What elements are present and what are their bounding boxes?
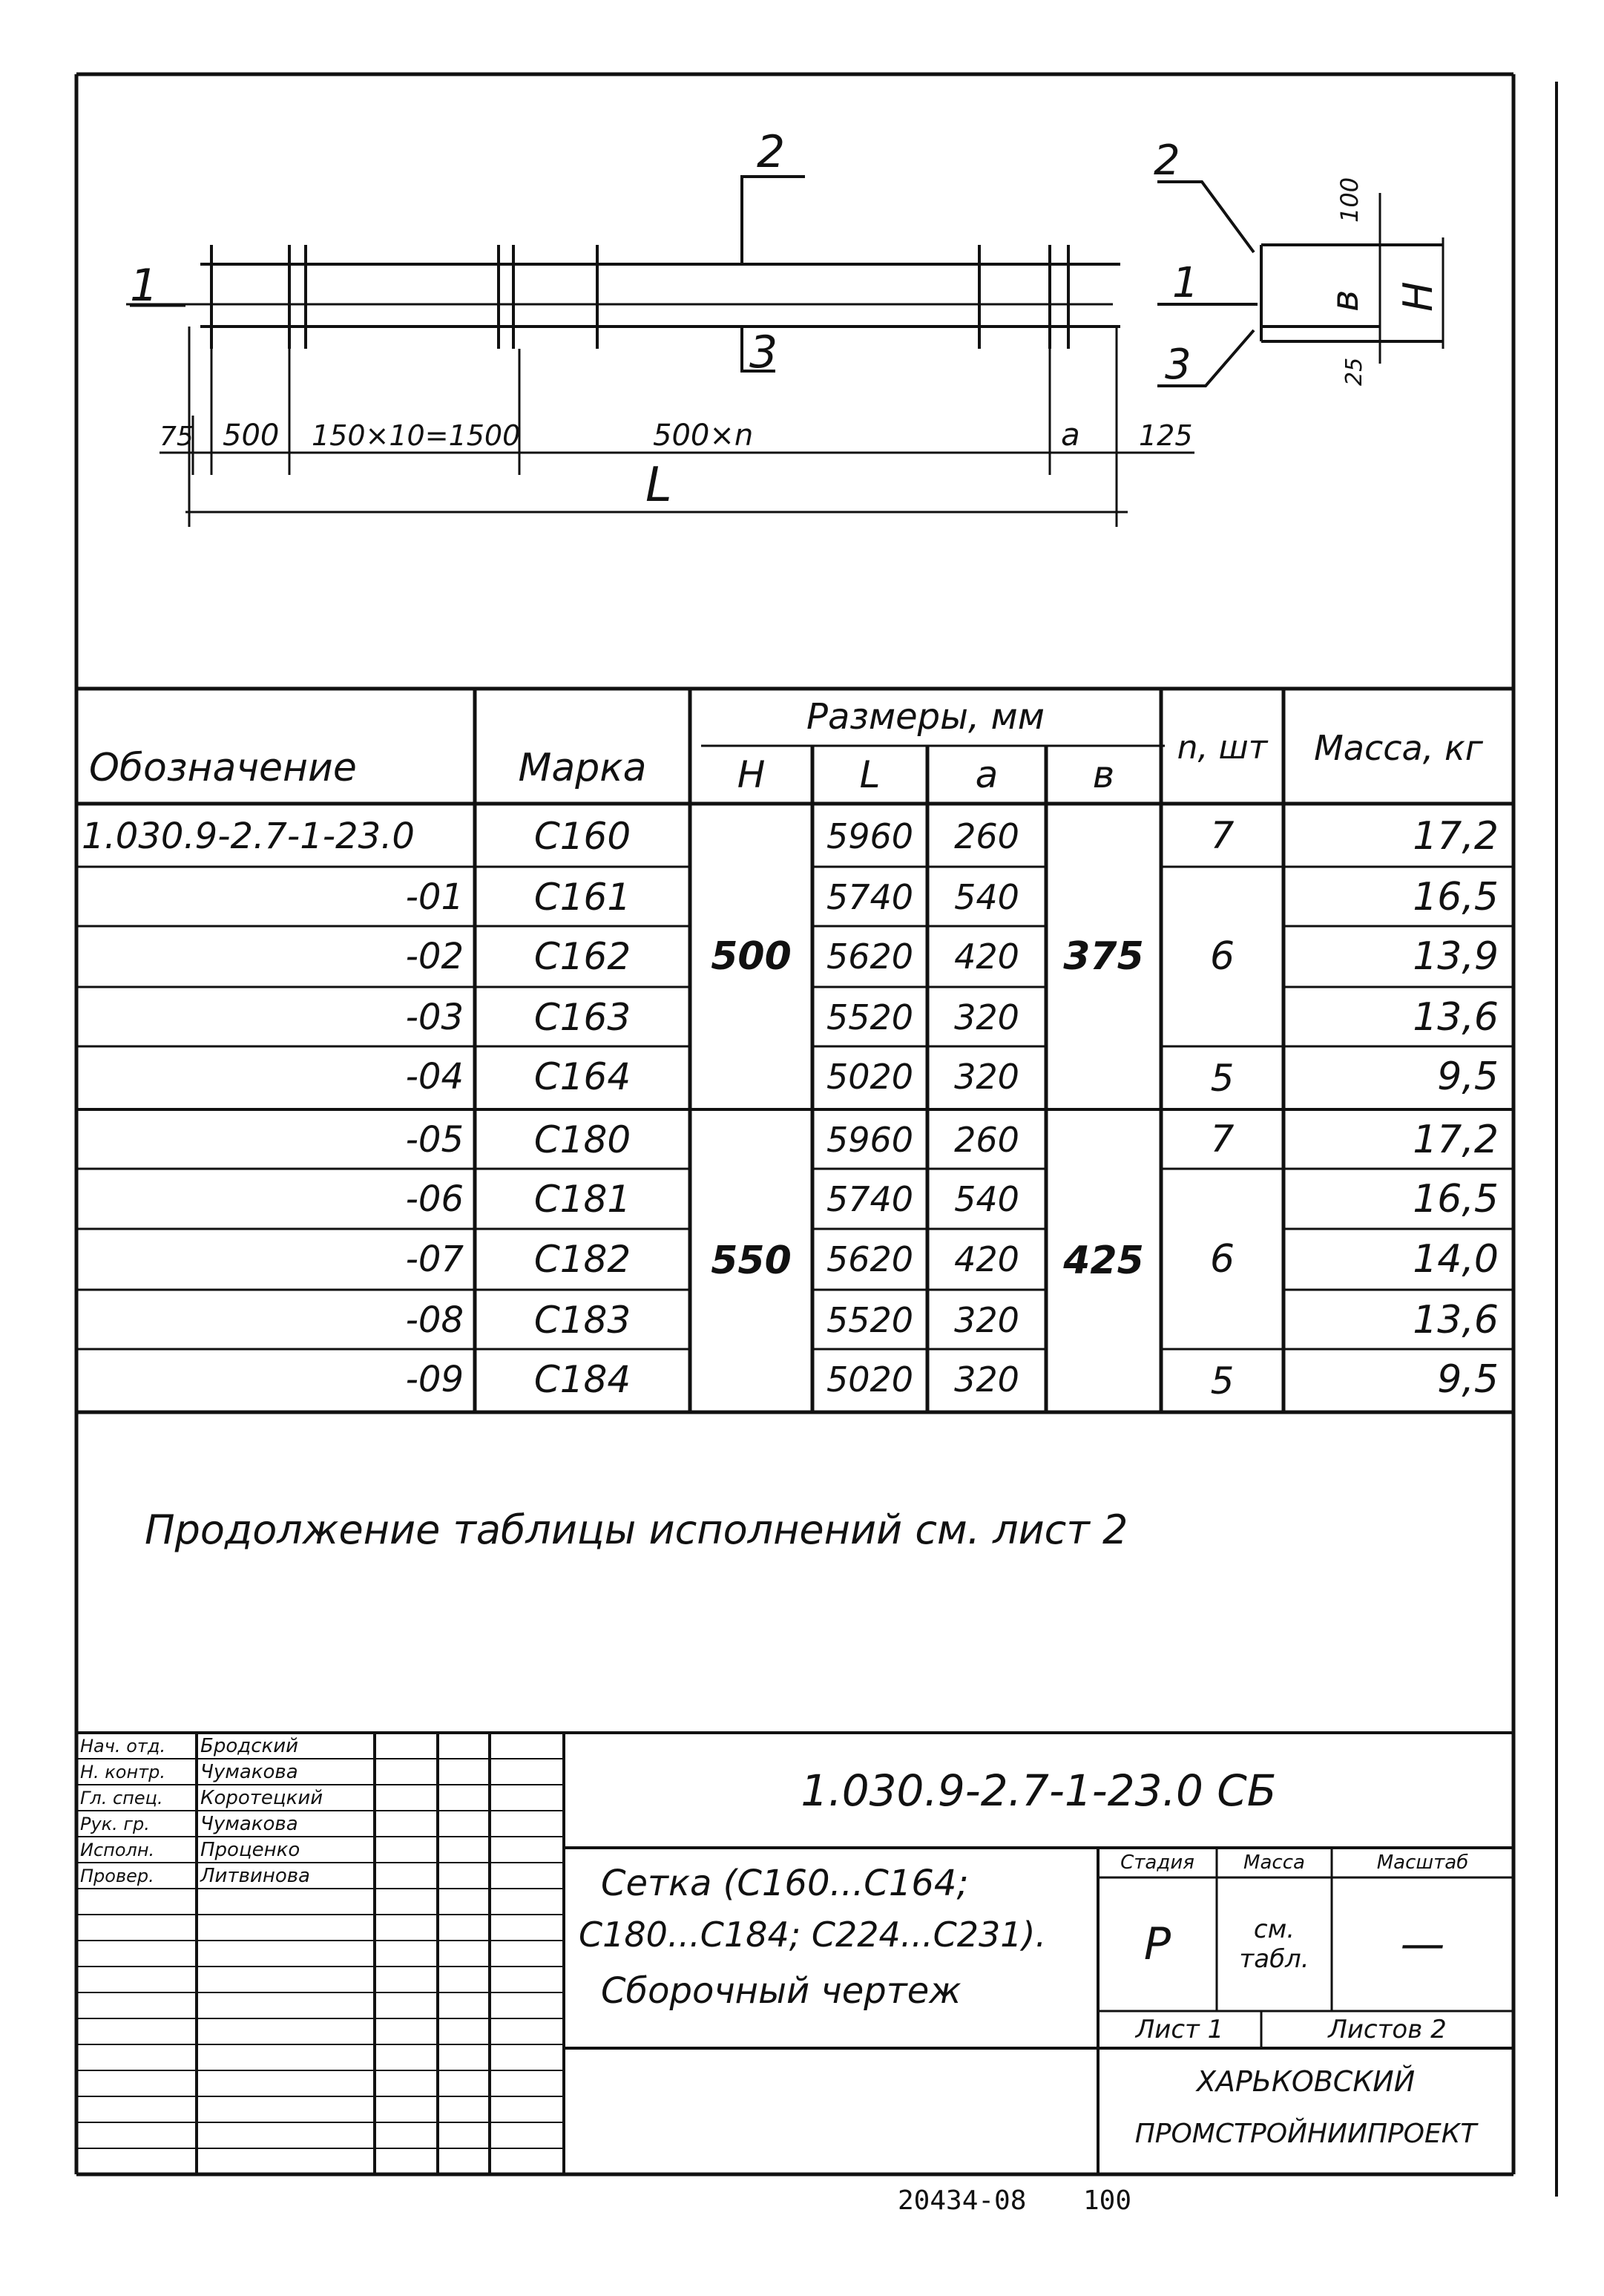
signature-role: Рук. гр. (80, 1813, 150, 1834)
side-dim-25: 25 (1341, 357, 1367, 386)
signature-name: Чумакова (200, 1760, 298, 1783)
row-L: 5740 (826, 1179, 914, 1219)
row-L: 5960 (826, 816, 914, 856)
group1-n2: 6 (1209, 934, 1235, 979)
sheet-number: Лист 1 (1135, 2015, 1224, 2044)
row-designation: -06 (405, 1178, 464, 1220)
header-designation: Обозначение (89, 746, 357, 790)
group1-H: 500 (711, 934, 792, 979)
dim-125: 125 (1139, 419, 1193, 452)
row-mark: С163 (533, 996, 631, 1039)
signature-role: Провер. (80, 1865, 154, 1886)
signature-name: Бродский (200, 1734, 299, 1757)
row-mark: С181 (533, 1178, 631, 1221)
row-a: 320 (954, 1300, 1019, 1340)
leader-label-1-side: 1 (1172, 259, 1199, 307)
row-mass: 16,5 (1413, 875, 1499, 919)
row-L: 5520 (826, 997, 914, 1037)
header-sizes: Размеры, мм (806, 696, 1045, 738)
row-designation: -02 (405, 936, 464, 977)
row-designation: -08 (405, 1299, 464, 1341)
row-designation: 1.030.9-2.7-1-23.0 (82, 816, 415, 857)
row-mass: 9,5 (1437, 1054, 1499, 1099)
sheets-total: Листов 2 (1328, 2015, 1447, 2044)
row-mass: 9,5 (1437, 1357, 1499, 1402)
row-L: 5960 (826, 1120, 914, 1160)
continuation-note: Продолжение таблицы исполнений см. лист 2 (145, 1506, 1128, 1553)
doc-code: 1.030.9-2.7-1-23.0 СБ (801, 1765, 1277, 1816)
row-L: 5620 (826, 937, 914, 977)
row-a: 540 (954, 877, 1019, 917)
title-line-2: С180...С184; С224...С231). (579, 1915, 1047, 1955)
group2-n2: 6 (1209, 1236, 1235, 1282)
organization-line-1: ХАРЬКОВСКИЙ (1196, 2065, 1416, 2098)
row-mass: 17,2 (1413, 1118, 1499, 1162)
row-a: 320 (954, 1057, 1019, 1097)
side-dim-H: H (1395, 281, 1442, 312)
header-mark: Марка (518, 746, 647, 790)
signature-role: Н. контр. (80, 1761, 166, 1782)
row-designation: -04 (405, 1056, 464, 1098)
row-mark: С184 (533, 1358, 631, 1401)
row-designation: -07 (405, 1239, 464, 1280)
row-a: 420 (954, 937, 1019, 977)
row-a: 260 (954, 1120, 1019, 1160)
group2-b: 425 (1063, 1239, 1144, 1283)
row-a: 540 (954, 1179, 1019, 1219)
row-L: 5020 (826, 1359, 914, 1400)
row-a: 420 (954, 1239, 1019, 1279)
row-mass: 13,6 (1413, 995, 1499, 1040)
dim-150x10: 150×10=1500 (312, 419, 521, 452)
dim-75: 75 (160, 422, 194, 452)
row-designation: -05 (405, 1119, 464, 1161)
signature-role: Гл. спец. (80, 1787, 163, 1808)
row-L: 5620 (826, 1239, 914, 1279)
dim-a: a (1061, 416, 1080, 453)
row-a: 260 (954, 816, 1019, 856)
row-mark: С182 (533, 1238, 631, 1281)
side-dim-b: в (1324, 289, 1367, 312)
row-mark: С162 (533, 935, 631, 978)
row-a: 320 (954, 1359, 1019, 1400)
organization-line-2: ПРОМСТРОЙНИИПРОЕКТ (1134, 2118, 1477, 2149)
row-mass: 17,2 (1413, 814, 1499, 859)
group2-n1: 7 (1210, 1118, 1235, 1161)
header-b: в (1092, 753, 1115, 796)
leader-label-1: 1 (130, 260, 159, 312)
title-line-1: Сетка (С160...С164; (601, 1863, 969, 1904)
row-mark: С161 (533, 876, 631, 919)
row-L: 5520 (826, 1300, 914, 1340)
signature-name: Литвинова (200, 1864, 310, 1887)
signature-name: Чумакова (200, 1812, 298, 1835)
row-mark: С160 (533, 815, 631, 858)
row-mark: С164 (533, 1055, 631, 1098)
mass-value: см. табл. (1239, 1915, 1309, 1974)
header-H: H (737, 753, 766, 796)
header-mass: Масса, кг (1314, 727, 1483, 768)
dim-500: 500 (223, 419, 280, 453)
header-L: L (859, 753, 881, 796)
group2-H: 550 (711, 1239, 792, 1283)
row-mass: 16,5 (1413, 1177, 1499, 1221)
footer-number: 100 (1083, 2185, 1132, 2216)
stage-label: Стадия (1120, 1851, 1194, 1874)
leader-label-2-top: 2 (757, 126, 786, 178)
dim-500xn: 500×n (653, 419, 754, 453)
row-mass: 13,6 (1413, 1298, 1499, 1342)
row-L: 5740 (826, 877, 914, 917)
group1-n1: 7 (1210, 813, 1235, 857)
group1-b: 375 (1063, 934, 1144, 979)
scale-value: — (1400, 1918, 1445, 1970)
scale-label: Масштаб (1376, 1851, 1469, 1874)
group1-n3: 5 (1210, 1056, 1235, 1100)
header-n: n, шт (1177, 729, 1268, 767)
group2-n3: 5 (1210, 1359, 1235, 1403)
header-a: a (975, 753, 999, 796)
row-mass: 14,0 (1413, 1237, 1499, 1282)
row-mass: 13,9 (1413, 934, 1499, 979)
leader-label-2-side: 2 (1154, 137, 1180, 185)
row-designation: -09 (405, 1359, 464, 1400)
title-line-3: Сборочный чертеж (601, 1970, 962, 2012)
leader-label-3: 3 (749, 327, 778, 378)
signature-name: Проценко (200, 1838, 300, 1861)
row-designation: -03 (405, 997, 464, 1038)
side-dim-100: 100 (1335, 177, 1364, 223)
leader-label-3-side: 3 (1165, 341, 1192, 389)
stage-value: Р (1143, 1918, 1171, 1970)
signature-role: Нач. отд. (80, 1735, 166, 1757)
row-L: 5020 (826, 1057, 914, 1097)
signature-role: Исполн. (80, 1839, 155, 1860)
row-mark: С183 (533, 1299, 631, 1342)
row-mark: С180 (533, 1118, 631, 1161)
footer-code: 20434-08 (898, 2185, 1027, 2216)
dim-L: L (645, 458, 672, 513)
row-a: 320 (954, 997, 1019, 1037)
mass-label: Масса (1243, 1851, 1305, 1874)
signature-name: Коротецкий (200, 1786, 323, 1809)
row-designation: -01 (405, 876, 464, 918)
